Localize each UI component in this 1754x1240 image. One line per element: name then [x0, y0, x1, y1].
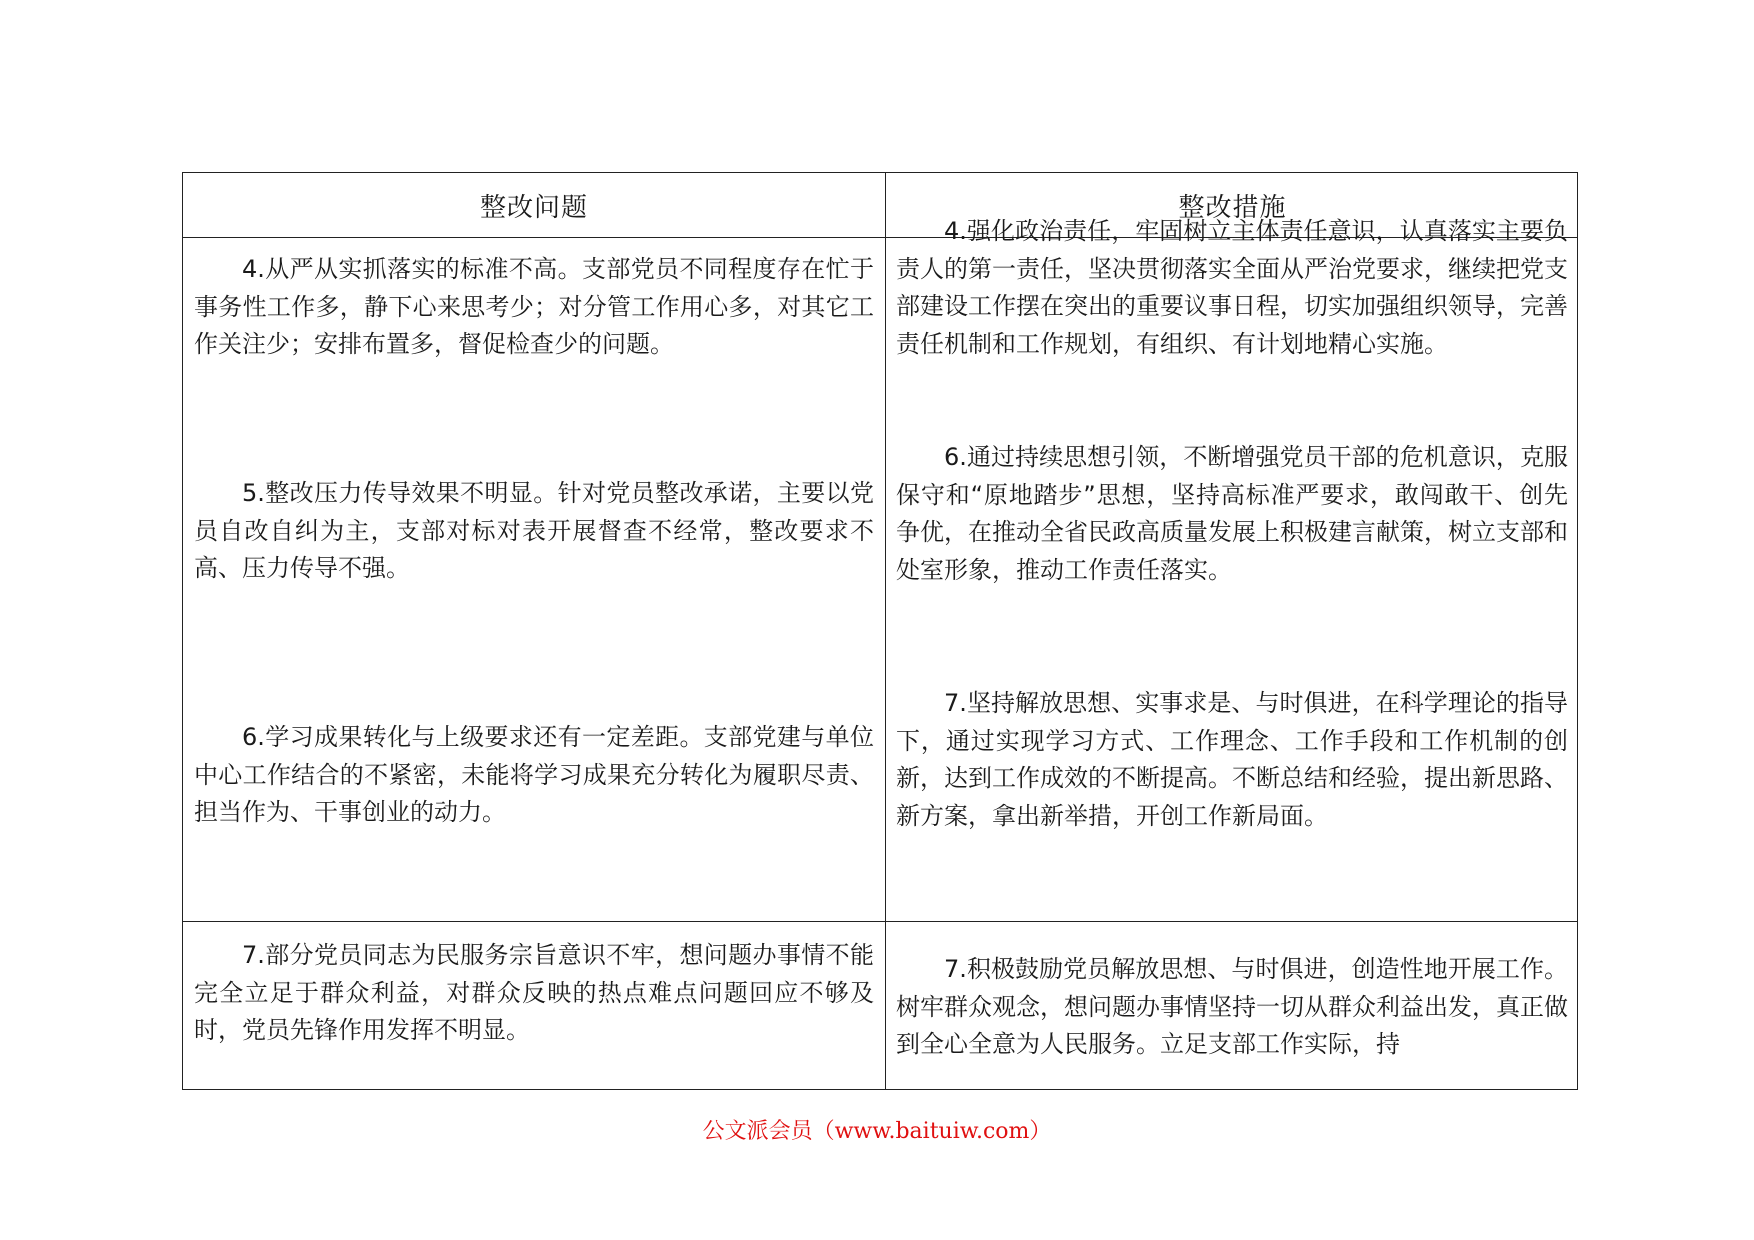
measure-7a: 7.坚持解放思想、实事求是、与时俱进，在科学理论的指导下，通过实现学习方式、工作理念、工作手段和工作机制的创新，达到工作成效的不断提高。不断总结和经验，提出新思路、新方案，拿出新举措，开创工作新局面。	[896, 689, 1568, 830]
rectification-table	[182, 172, 1578, 1090]
measure-7b: 7.积极鼓励党员解放思想、与时俱进，创造性地开展工作。树牢群众观念，想问题办事情坚持一切从群众利益出发，真正做到全心全意为人民服务。立足支部工作实际，持	[896, 955, 1568, 1058]
problem-5: 5.整改压力传导效果不明显。针对党员整改承诺，主要以党员自改自纠为主，支部对标对表开展督查不经常，整改要求不高、压力传导不强。	[194, 479, 874, 582]
measure-6: 6.通过持续思想引领，不断增强党员干部的危机意识，克服保守和“原地踏步”思想，坚持高标准严要求，敢闯敢干、创先争优，在推动全省民政高质量发展上积极建言献策，树立支部和处室形象，推动工作责任落实。	[896, 443, 1568, 584]
problem-7: 7.部分党员同志为民服务宗旨意识不牢，想问题办事情不能完全立足于群众利益，对群众反映的热点难点问题回应不够及时，党员先锋作用发挥不明显。	[194, 941, 874, 1044]
row-divider	[183, 921, 1577, 922]
footer-watermark: 公文派会员（www.baituiw.com）	[702, 1119, 1052, 1144]
column-divider	[885, 173, 886, 1089]
problem-4: 4.从严从实抓落实的标准不高。支部党员不同程度存在忙于事务性工作多，静下心来思考少；对分管工作用心多，对其它工作关注少；安排布置多，督促检查少的问题。	[194, 255, 874, 358]
problem-6: 6.学习成果转化与上级要求还有一定差距。支部党建与单位中心工作结合的不紧密，未能将学习成果充分转化为履职尽责、担当作为、干事创业的动力。	[194, 723, 874, 826]
header-problems: 整改问题	[479, 192, 588, 223]
measure-4: 4.强化政治责任，牢固树立主体责任意识，认真落实主要负责人的第一责任，坚决贯彻落实全面从严治党要求，继续把党支部建设工作摆在突出的重要议事日程，切实加强组织领导，完善责任机制和工作规划，有组织、有计划地精心实施。	[896, 217, 1568, 358]
header-measures: 整改措施	[1178, 192, 1287, 223]
